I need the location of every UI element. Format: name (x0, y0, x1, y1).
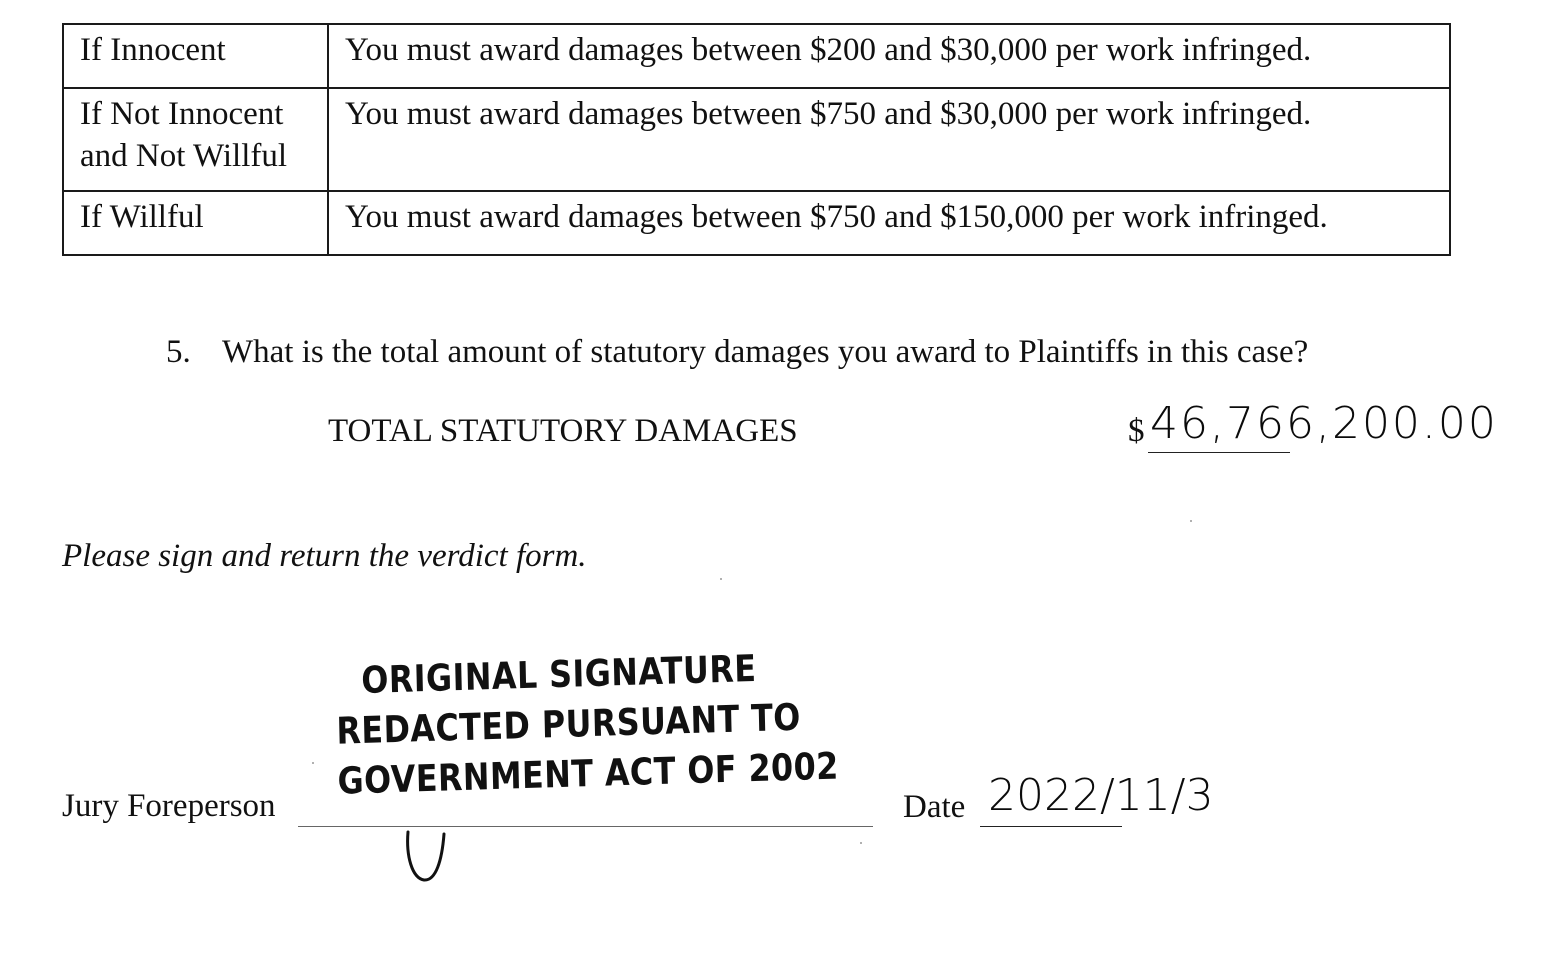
stamp-line: GOVERNMENT ACT OF 2002 (337, 744, 840, 803)
stamp-line: ORIGINAL SIGNATURE (360, 647, 757, 703)
scan-speck (720, 578, 722, 580)
foreperson-label: Jury Foreperson (62, 788, 276, 824)
sign-instruction: Please sign and return the verdict form. (62, 538, 587, 574)
question-number: 5. (166, 334, 191, 370)
instruction-cell: You must award damages between $750 and $150,000 per work infringed. (328, 191, 1450, 255)
signature-mark (404, 826, 450, 886)
instruction-cell: You must award damages between $200 and $30,000 per work infringed. (328, 24, 1450, 88)
date-underline (980, 826, 1122, 827)
signature-line (298, 826, 873, 827)
amount-underline (1148, 452, 1290, 453)
redaction-stamp (335, 643, 840, 807)
condition-cell (63, 88, 328, 191)
condition-cell: If Innocent (63, 24, 328, 88)
total-damages-label: TOTAL STATUTORY DAMAGES (328, 413, 798, 449)
table-row (63, 191, 1450, 255)
condition-cell: If Willful (63, 191, 328, 255)
question-5 (166, 334, 1308, 371)
damages-table (62, 23, 1451, 256)
condition-line: If Not Innocent (80, 96, 284, 132)
stamp-line: REDACTED PURSUANT TO (335, 695, 802, 753)
table-row (63, 88, 1450, 191)
question-text: What is the total amount of statutory damages you award to Plaintiffs in this case? (222, 334, 1309, 370)
currency-symbol: $ (1128, 413, 1145, 449)
handwritten-amount: 46,766,200.00 (1150, 398, 1498, 449)
scan-speck (1190, 520, 1192, 522)
date-label: Date (903, 789, 966, 825)
table-row (63, 24, 1450, 88)
scan-speck (860, 842, 862, 844)
handwritten-date: 2022/11/3 (988, 770, 1214, 821)
instruction-cell: You must award damages between $750 and $30,000 per work infringed. (328, 88, 1450, 191)
condition-line: and Not Willful (80, 137, 288, 174)
scan-speck (312, 762, 314, 764)
